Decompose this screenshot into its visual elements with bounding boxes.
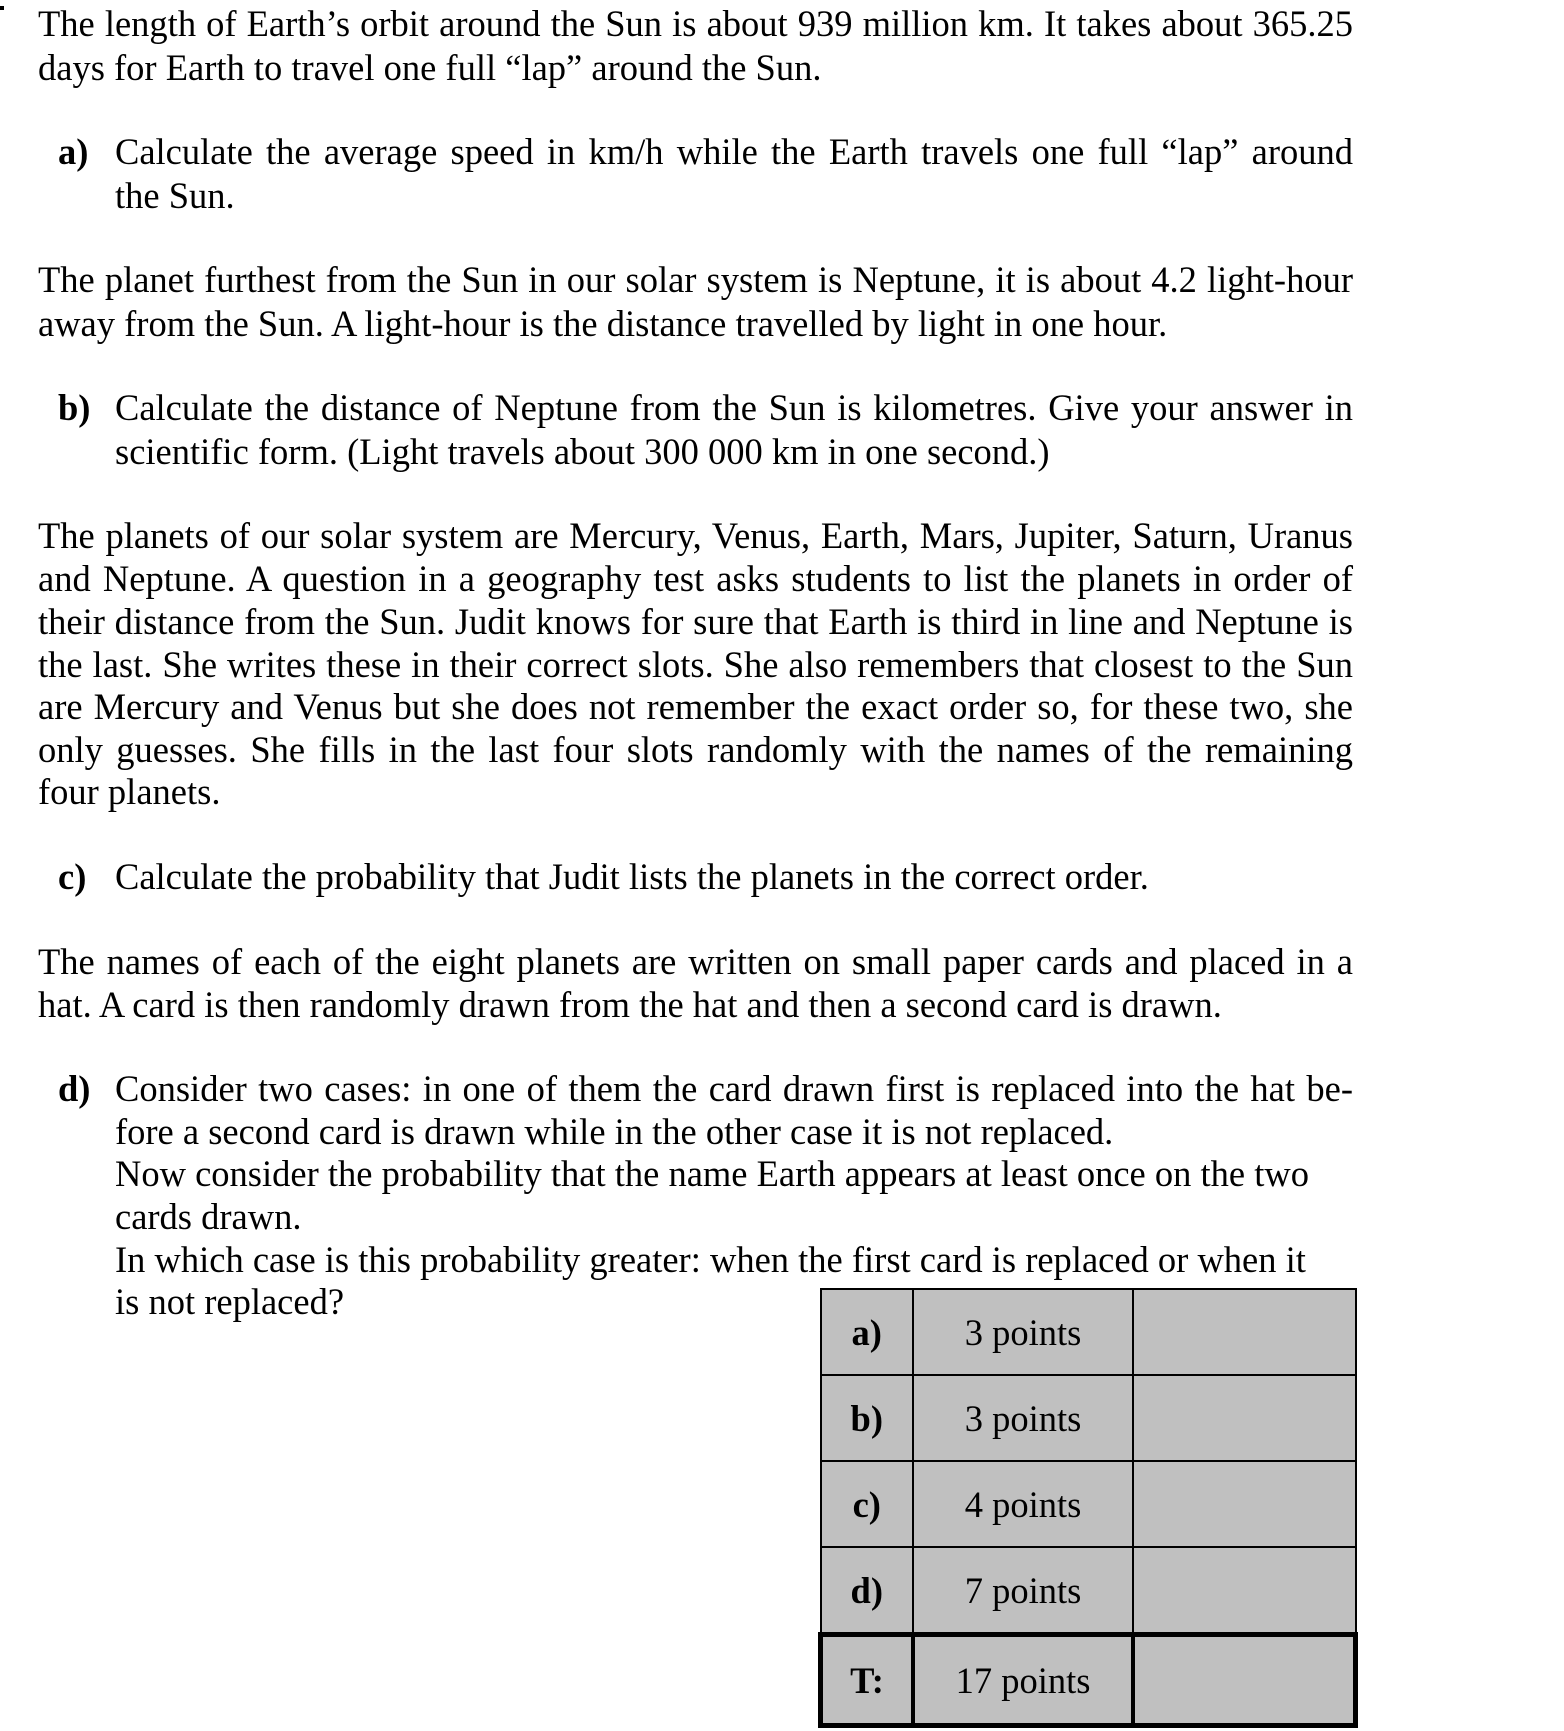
planets-line-5: are Mercury and Venus but she does not remember the exact order so, for these two, she (38, 686, 1353, 727)
score-entry-cell[interactable] (1133, 1461, 1356, 1547)
score-points: 4 points (913, 1461, 1133, 1547)
score-entry-cell[interactable] (1133, 1547, 1356, 1635)
planets-line-1: The planets of our solar system are Mercury, Venus, Earth, Mars, Jupiter, Saturn, Uranus (38, 515, 1353, 556)
planets-line-7: four planets. (38, 771, 221, 812)
score-row-a (821, 1289, 1356, 1375)
question-d-line-1: Consider two cases: in one of them the card drawn first is replaced into the hat be- (115, 1068, 1353, 1109)
planets-line-6: only guesses. She fills in the last four slots randomly with the names of the remaining (38, 729, 1353, 770)
cards-line-2: hat. A card is then randomly drawn from the hat and then a second card is drawn. (38, 984, 1222, 1025)
question-c-label: c) (58, 856, 87, 897)
score-row-b (821, 1375, 1356, 1461)
question-d-line-4: cards drawn. (115, 1196, 302, 1237)
question-d-line-2: fore a second card is drawn while in the other case it is not replaced. (115, 1111, 1114, 1152)
score-entry-cell[interactable] (1133, 1375, 1356, 1461)
question-c-line-1: Calculate the probability that Judit lists the planets in the correct order. (115, 856, 1149, 897)
question-a-line-2: the Sun. (115, 175, 235, 216)
question-b-label: b) (58, 387, 91, 428)
score-row-c (821, 1461, 1356, 1547)
question-d-line-3: Now consider the probability that the name Earth appears at least once on the two (115, 1153, 1309, 1194)
score-part-label: a) (821, 1289, 914, 1375)
intro-line-1: The length of Earth’s orbit around the Sun is about 939 million km. It takes about 365.25 (38, 3, 1353, 44)
planets-line-2: and Neptune. A question in a geography test asks students to list the planets in order of (38, 558, 1353, 599)
question-d-line-6: is not replaced? (115, 1281, 345, 1322)
neptune-line-1: The planet furthest from the Sun in our solar system is Neptune, it is about 4.2 light-hour (38, 259, 1353, 300)
score-entry-cell[interactable] (1133, 1289, 1356, 1375)
question-d-line-5: In which case is this probability greater: when the first card is replaced or when it (115, 1239, 1306, 1280)
score-row-total (821, 1635, 1356, 1726)
score-total-entry-cell[interactable] (1133, 1635, 1356, 1726)
planets-line-4: the last. She writes these in their correct slots. She also remembers that closest to the Sun (38, 644, 1353, 685)
score-points: 7 points (913, 1547, 1133, 1635)
score-part-label: d) (821, 1547, 914, 1635)
intro-line-2: days for Earth to travel one full “lap” around the Sun. (38, 47, 822, 88)
neptune-line-2: away from the Sun. A light-hour is the distance travelled by light in one hour. (38, 303, 1168, 344)
score-row-d (821, 1547, 1356, 1635)
question-a-label: a) (58, 131, 89, 172)
cards-line-1: The names of each of the eight planets are written on small paper cards and placed in a (38, 941, 1353, 982)
score-points: 3 points (913, 1289, 1133, 1375)
score-part-label: b) (821, 1375, 914, 1461)
score-total-points: 17 points (913, 1635, 1133, 1726)
question-b-line-1: Calculate the distance of Neptune from the Sun is kilometres. Give your answer in (115, 387, 1353, 428)
question-a-line-1: Calculate the average speed in km/h while the Earth travels one full “lap” around (115, 131, 1353, 172)
question-d-label: d) (58, 1068, 91, 1109)
score-table (818, 1288, 1358, 1728)
planets-line-3: their distance from the Sun. Judit knows for sure that Earth is third in line and Neptune is (38, 601, 1353, 642)
score-points: 3 points (913, 1375, 1133, 1461)
score-total-label: T: (821, 1635, 914, 1726)
score-part-label: c) (821, 1461, 914, 1547)
question-b-line-2: scientific form. (Light travels about 300 000 km in one second.) (115, 431, 1050, 472)
question-number-mark (0, 6, 4, 10)
